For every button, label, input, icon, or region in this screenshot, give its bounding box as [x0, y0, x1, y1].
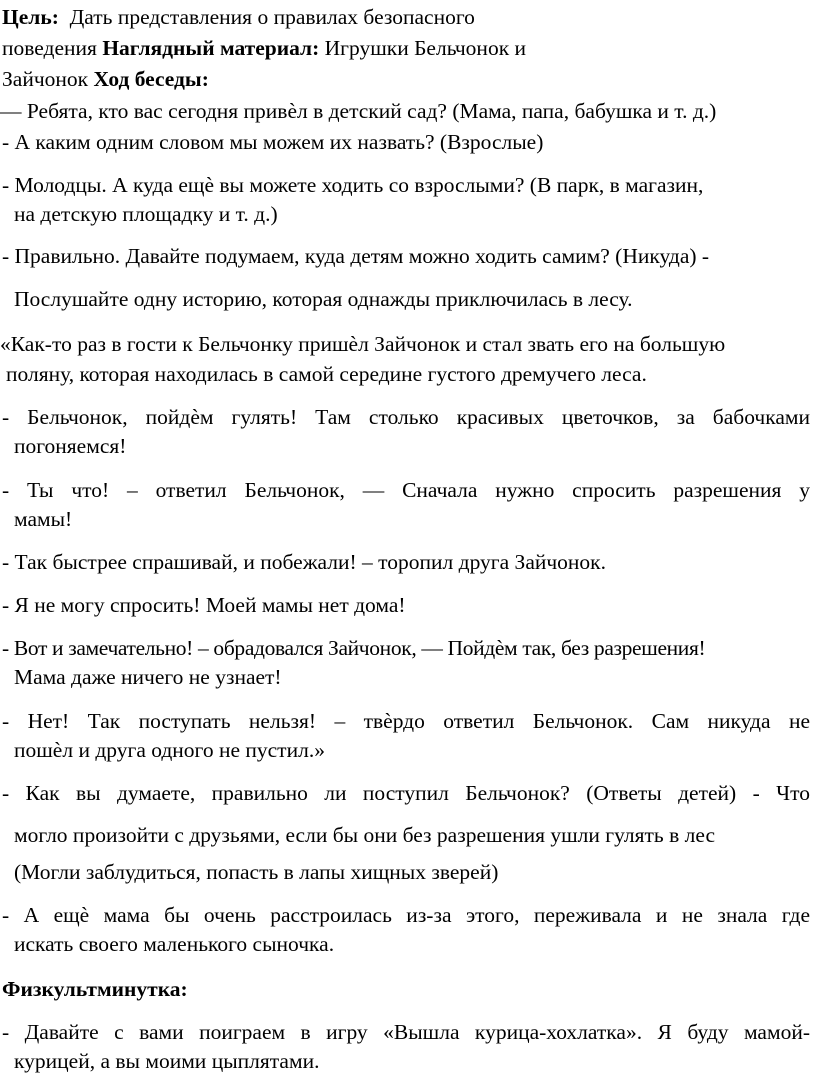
goal-text: Дать представления о правилах безопасного	[69, 5, 475, 29]
paragraph-line: - Я не могу спросить! Моей мамы нет дома!	[2, 593, 406, 617]
conversation-label: Ход беседы:	[93, 67, 209, 91]
paragraph-line: - Нет! Так поступать нельзя! – твѐрдо ответил Бельчонок. Сам никуда не	[2, 709, 810, 733]
paragraph-line: на детскую площадку и т. д.)	[14, 202, 278, 226]
paragraph-line: - Так быстрее спрашивай, и побежали! – торопил друга Зайчонок.	[2, 550, 607, 574]
paragraph-line: пошѐл и друга одного не пустил.»	[14, 738, 325, 762]
paragraph-line: - А каким одним словом мы можем их назвать? (Взрослые)	[2, 130, 544, 154]
paragraph-line: - Как вы думаете, правильно ли поступил Бельчонок? (Ответы детей) - Что	[2, 781, 810, 805]
material-line	[2, 38, 526, 60]
paragraph-line: искать своего маленького сыночка.	[14, 932, 335, 956]
paragraph-line: - Ты что! – ответил Бельчонок, — Сначала нужно спросить разрешения у	[2, 478, 810, 502]
goal-text-continued: поведения	[2, 36, 97, 60]
paragraph-line: (Могли заблудиться, попасть в лапы хищных зверей)	[14, 860, 499, 884]
paragraph-line: Мама даже ничего не узнает!	[14, 665, 282, 689]
paragraph-line: - А ещѐ мама бы очень расстроилась из-за этого, переживала и не знала где	[2, 903, 810, 927]
material-text-continued: Зайчонок	[2, 67, 89, 91]
paragraph-line: поляну, которая находилась в самой середине густого дремучего леса.	[6, 362, 647, 386]
goal-line	[2, 7, 475, 29]
paragraph-line: «Как-то раз в гости к Бельчонку пришѐл Зайчонок и стал звать его на большую	[0, 332, 726, 356]
paragraph-line: - Вот и замечательно! – обрадовался Зайчонок, — Пойдѐм так, без разрешения!	[2, 636, 706, 660]
paragraph-line: — Ребята, кто вас сегодня привѐл в детский сад? (Мама, папа, бабушка и т. д.)	[0, 99, 717, 123]
conversation-line	[2, 69, 209, 91]
material-text: Игрушки Бельчонок и	[324, 36, 527, 60]
material-label: Наглядный материал:	[102, 36, 320, 60]
paragraph-line: могло произойти с друзьями, если бы они без разрешения ушли гулять в лес	[14, 823, 715, 847]
paragraph-line: погоняемся!	[14, 434, 127, 458]
exercise-heading: Физкультминутка:	[2, 977, 188, 1001]
paragraph-line: Послушайте одну историю, которая однажды приключилась в лесу.	[14, 287, 633, 311]
paragraph-line: - Правильно. Давайте подумаем, куда детям можно ходить самим? (Никуда) -	[2, 244, 710, 268]
paragraph-line: - Молодцы. А куда ещѐ вы можете ходить со взрослыми? (В парк, в магазин,	[2, 173, 704, 197]
exercise-line: курицей, а вы моими цыплятами.	[14, 1049, 320, 1073]
paragraph-line: мамы!	[14, 507, 73, 531]
paragraph-line: - Бельчонок, пойдѐм гулять! Там столько красивых цветочков, за бабочками	[2, 405, 810, 429]
exercise-line: - Давайте с вами поиграем в игру «Вышла курица-хохлатка». Я буду мамой-	[2, 1020, 810, 1044]
goal-label: Цель:	[2, 5, 59, 29]
